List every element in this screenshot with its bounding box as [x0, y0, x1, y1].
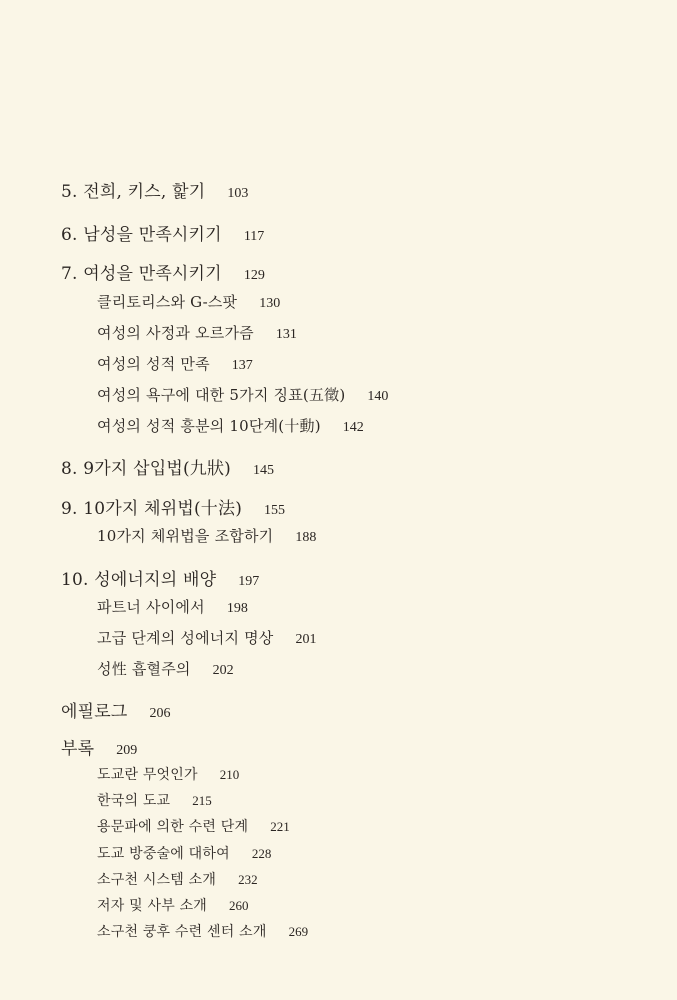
toc-appendix-item	[97, 816, 290, 836]
toc-entry-page: 140	[367, 389, 389, 404]
toc-entry-title: 소구천 시스템 소개	[97, 872, 217, 888]
toc-entry-title: 7. 여성을 만족시키기	[61, 264, 222, 284]
toc-entry-page: 131	[275, 327, 297, 342]
toc-entry-title: 여성의 사정과 오르가즘	[97, 324, 254, 342]
toc-entry-title: 10가지 체위법을 조합하기	[97, 527, 274, 545]
toc-entry-page: 209	[116, 743, 138, 758]
toc-entry-page: 201	[295, 632, 317, 647]
toc-entry-page: 142	[342, 420, 364, 435]
toc-entry-title: 에필로그	[61, 702, 128, 722]
toc-entry-title: 9. 10가지 체위법(十法)	[61, 499, 243, 519]
toc-entry-title: 소구천 쿵후 수련 센터 소개	[97, 924, 267, 940]
toc-entry-title: 5. 전희, 키스, 핥기	[61, 182, 206, 202]
toc-section	[97, 322, 297, 343]
toc-entry-page: 232	[238, 872, 258, 887]
toc-entry-page: 197	[238, 574, 260, 589]
toc-entry-title: 고급 단계의 성에너지 명상	[97, 629, 274, 647]
toc-appendix-item	[97, 790, 212, 810]
toc-section	[97, 291, 280, 312]
toc-entry-title: 부록	[61, 739, 95, 759]
toc-entry-page: 137	[231, 358, 253, 373]
toc-entry-page: 155	[264, 503, 286, 518]
toc-entry-title: 파트너 사이에서	[97, 598, 205, 616]
toc-section	[97, 596, 248, 617]
toc-entry-title: 8. 9가지 삽입법(九狀)	[61, 459, 232, 479]
toc-entry-page: 202	[212, 663, 234, 678]
toc-entry-title: 여성의 성적 만족	[97, 355, 210, 373]
toc-appendix-item	[97, 921, 308, 941]
toc-entry-title: 10. 성에너지의 배양	[61, 570, 217, 590]
toc-entry-page: 206	[149, 706, 171, 721]
toc-appendix	[61, 734, 137, 759]
toc-section	[97, 353, 253, 374]
toc-entry-title: 성性 흡혈주의	[97, 660, 191, 678]
toc-chapter-5	[61, 177, 248, 202]
toc-appendix-item	[97, 869, 258, 889]
toc-section	[97, 384, 388, 405]
toc-entry-page: 188	[295, 530, 317, 545]
toc-entry-page: 129	[243, 268, 265, 283]
toc-entry-title: 클리토리스와 G-스팟	[97, 293, 238, 311]
toc-chapter-10	[61, 565, 259, 590]
toc-entry-title: 6. 남성을 만족시키기	[61, 225, 222, 245]
toc-entry-title: 여성의 성적 흥분의 10단계(十動)	[97, 417, 321, 435]
toc-section	[97, 658, 234, 679]
toc-section	[97, 627, 317, 648]
toc-appendix-item	[97, 843, 271, 863]
toc-entry-page: 228	[251, 846, 272, 861]
toc-entry-page: 210	[219, 767, 240, 782]
toc-appendix-item	[97, 895, 249, 915]
toc-entry-page: 117	[243, 229, 265, 244]
toc-chapter-8	[61, 454, 274, 479]
toc-appendix-item	[97, 764, 239, 784]
toc-entry-page: 145	[253, 463, 275, 478]
toc-entry-page: 260	[229, 898, 249, 913]
toc-entry-page: 103	[227, 186, 249, 201]
toc-entry-page: 221	[270, 819, 290, 834]
toc-epilogue	[61, 697, 171, 722]
toc-entry-title: 용문파에 의한 수련 단계	[97, 819, 249, 835]
toc-entry-title: 여성의 욕구에 대한 5가지 징표(五徵)	[97, 386, 346, 404]
toc-chapter-6	[61, 220, 264, 245]
toc-entry-page: 198	[226, 601, 248, 616]
toc-section	[97, 415, 364, 436]
toc-chapter-7	[61, 259, 265, 284]
toc-section	[97, 525, 316, 546]
toc-entry-page: 130	[259, 296, 281, 311]
toc-entry-title: 저자 및 사부 소개	[97, 898, 208, 914]
toc-chapter-9	[61, 494, 285, 519]
toc-entry-title: 도교란 무엇인가	[97, 767, 198, 783]
toc-entry-title: 한국의 도교	[97, 793, 171, 809]
toc-entry-page: 269	[288, 924, 309, 939]
toc-entry-page: 215	[192, 793, 212, 808]
toc-entry-title: 도교 방중술에 대하여	[97, 846, 230, 862]
